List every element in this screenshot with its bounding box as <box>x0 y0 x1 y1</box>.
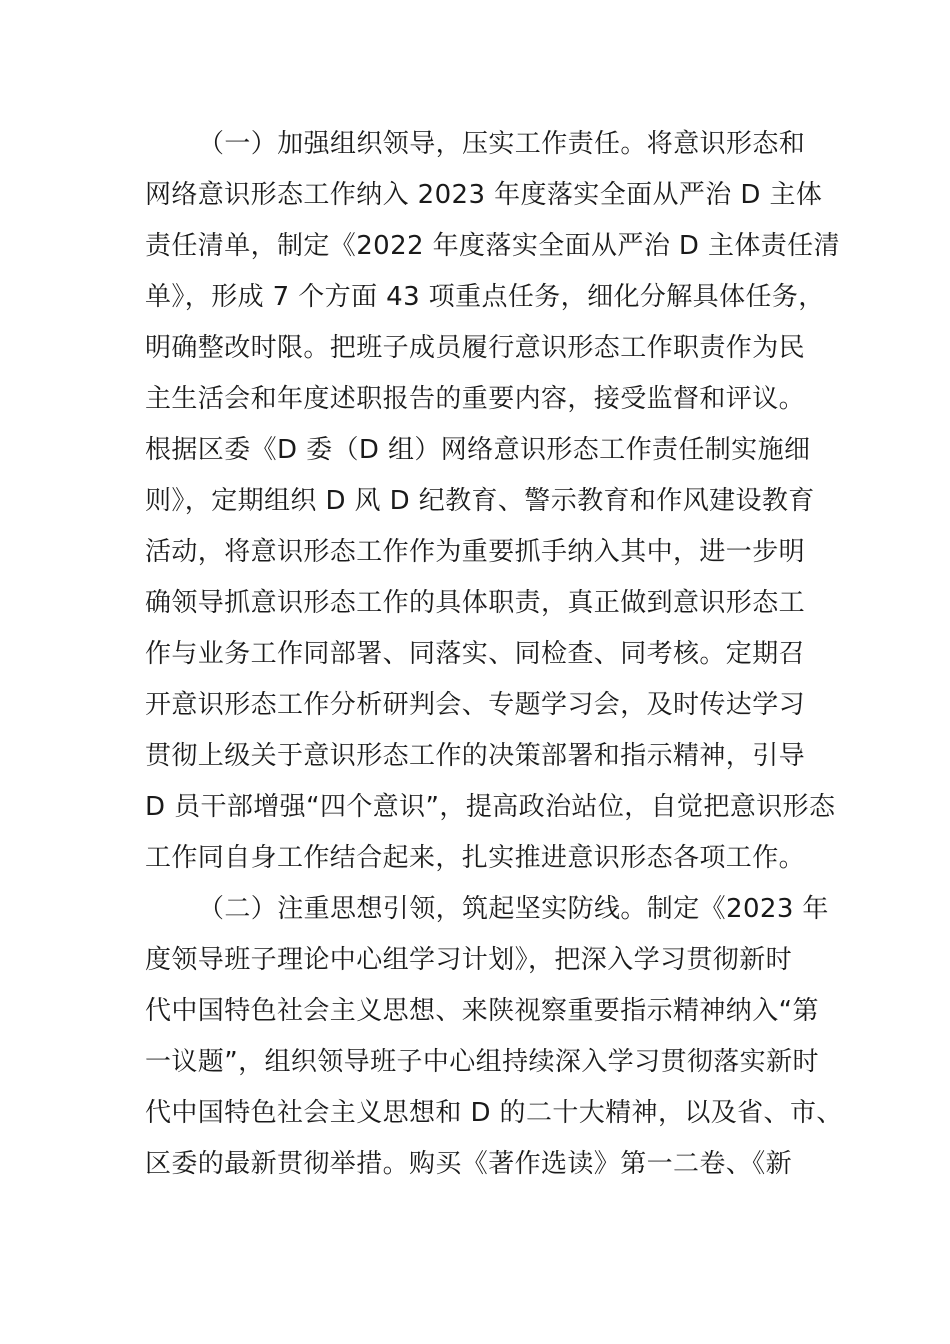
paragraph-2-line-5: 代中国特色社会主义思想和 D 的二十大精神，以及省、市、 <box>145 1098 843 1128</box>
paragraph-2-line-2: 度领导班子理论中心组学习计划》，把深入学习贯彻新时 <box>145 945 793 975</box>
paragraph-2-line-6: 区委的最新贯彻举措。购买《著作选读》第一二卷、《新 <box>145 1149 793 1179</box>
paragraph-1-line-12: 开意识形态工作分析研判会、专题学习会，及时传达学习 <box>145 690 806 720</box>
paragraph-2-line-3: 代中国特色社会主义思想、来陕视察重要指示精神纳入“第 <box>145 996 819 1026</box>
paragraph-1-line-13: 贯彻上级关于意识形态工作的决策部署和指示精神，引导 <box>145 741 806 771</box>
paragraph-1-line-4: 单》，形成 7 个方面 43 项重点任务，细化分解具体任务， <box>145 282 825 312</box>
paragraph-1-line-1: （一）加强组织领导，压实工作责任。将意识形态和 <box>198 129 806 159</box>
paragraph-1-line-9: 活动，将意识形态工作作为重要抓手纳入其中，进一步明 <box>145 537 806 567</box>
paragraph-1-line-11: 作与业务工作同部署、同落实、同检查、同考核。定期召 <box>145 639 806 669</box>
paragraph-2-line-1: （二）注重思想引领，筑起坚实防线。制定《2023 年 <box>198 894 829 924</box>
paragraph-1-line-7: 根据区委《D 委（D 组）网络意识形态工作责任制实施细 <box>145 435 811 465</box>
paragraph-1-line-14: D 员干部增强“四个意识”，提高政治站位，自觉把意识形态 <box>145 792 836 822</box>
paragraph-2-line-4: 一议题”，组织领导班子中心组持续深入学习贯彻落实新时 <box>145 1047 819 1077</box>
paragraph-1-line-6: 主生活会和年度述职报告的重要内容，接受监督和评议。 <box>145 384 806 414</box>
paragraph-1-line-5: 明确整改时限。把班子成员履行意识形态工作职责作为民 <box>145 333 806 363</box>
paragraph-1-line-3: 责任清单，制定《2022 年度落实全面从严治 D 主体责任清 <box>145 231 840 261</box>
paragraph-1-line-8: 则》，定期组织 D 风 D 纪教育、警示教育和作风建设教育 <box>145 486 815 516</box>
paragraph-1-line-15: 工作同自身工作结合起来，扎实推进意识形态各项工作。 <box>145 843 806 873</box>
paragraph-1-line-10: 确领导抓意识形态工作的具体职责，真正做到意识形态工 <box>145 588 806 618</box>
paragraph-1-line-2: 网络意识形态工作纳入 2023 年度落实全面从严治 D 主体 <box>145 180 823 210</box>
